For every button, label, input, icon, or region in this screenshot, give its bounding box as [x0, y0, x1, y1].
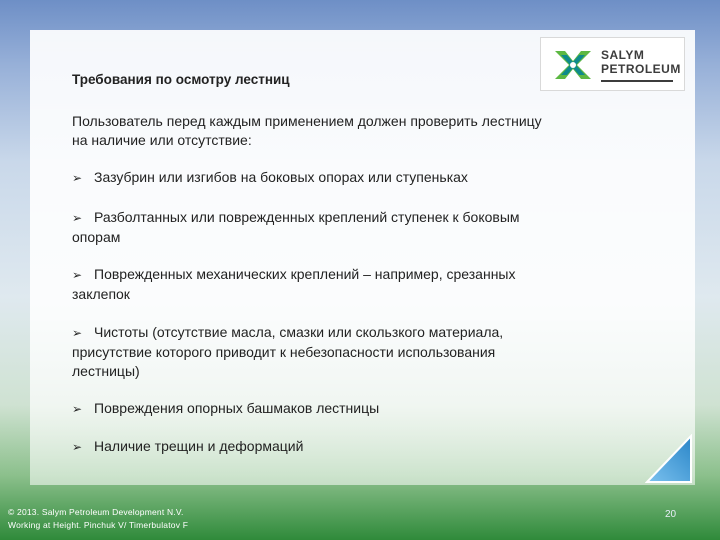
bullet-text: Чистоты (отсутствие масла, смазки или скользкого материала, присутствие которого приводит к небезопасности использования лестницы) — [72, 324, 504, 379]
bullet-text: Зазубрин или изгибов на боковых опорах или ступеньках — [94, 169, 468, 185]
arrow-right-icon: ➢ — [72, 326, 83, 340]
footer-copyright: © 2013. Salym Petroleum Development N.V. — [8, 507, 184, 517]
arrow-right-icon: ➢ — [72, 171, 83, 185]
arrow-right-icon: ➢ — [72, 402, 83, 416]
logo-text-line2: PETROLEUM — [601, 62, 681, 76]
logo-text-line1: SALYM — [601, 48, 645, 62]
salym-logo-icon — [551, 47, 595, 81]
page-number: 20 — [665, 509, 677, 520]
bullet-text: Повреждения опорных башмаков лестницы — [94, 400, 380, 416]
arrow-right-icon: ➢ — [72, 268, 83, 282]
company-logo — [540, 37, 685, 91]
bullet-item — [72, 437, 542, 457]
footer-credits: Working at Height. Pinchuk V/ Timerbulatov F — [8, 520, 189, 530]
bullet-text: Наличие трещин и деформаций — [94, 438, 304, 454]
bullet-item — [72, 208, 542, 247]
bullet-item — [72, 168, 542, 188]
logo-underline — [601, 80, 673, 82]
intro-text: Пользователь перед каждым применением должен проверить лестницу на наличие или отсутствие: — [72, 113, 542, 148]
bullet-item — [72, 399, 542, 419]
arrow-right-icon: ➢ — [72, 440, 83, 454]
bullet-item — [72, 323, 542, 381]
arrow-right-icon: ➢ — [72, 211, 83, 225]
bullet-text: Разболтанных или поврежденных креплений ступенек к боковым опорам — [72, 209, 520, 245]
corner-triangle-icon — [645, 434, 693, 484]
bullet-item — [72, 265, 542, 304]
bullet-text: Поврежденных механических креплений – например, срезанных заклепок — [72, 266, 516, 302]
slide-title: Требования по осмотру лестниц — [72, 72, 290, 87]
